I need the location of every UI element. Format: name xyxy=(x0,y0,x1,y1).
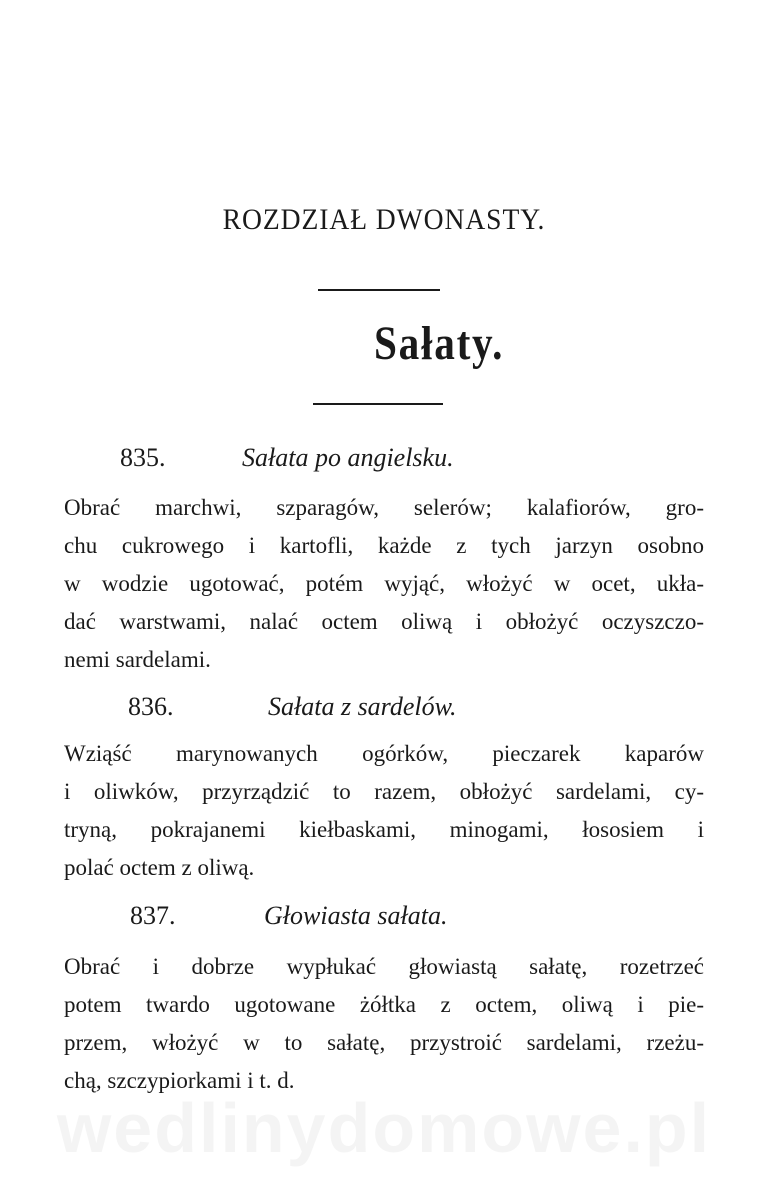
recipe-text xyxy=(64,735,704,887)
recipe-text xyxy=(64,948,704,1100)
text-line: polać octem z oliwą. xyxy=(64,855,255,880)
recipe-title: Sałata po angielsku. xyxy=(242,443,454,472)
text-line: potem twardo ugotowane żółtka z octem, oliwą i pie- xyxy=(64,992,704,1017)
recipe-number: 837. xyxy=(130,901,176,930)
watermark xyxy=(0,1088,768,1168)
text-line: Obrać marchwi, szparagów, selerów; kalafiorów, gro- xyxy=(64,495,704,520)
text-line: w wodzie ugotować, potém wyjąć, włożyć w ocet, ukła- xyxy=(64,571,704,596)
divider-top xyxy=(318,289,440,291)
recipe-title: Głowiasta sałata. xyxy=(264,901,448,930)
recipe-title: Sałata z sardelów. xyxy=(268,692,457,721)
recipe-number: 835. xyxy=(120,443,166,472)
section-title: Sałaty. xyxy=(374,317,505,370)
text-line: Wziąść marynowanych ogórków, pieczarek kaparów xyxy=(64,741,704,766)
text-line: nemi sardelami. xyxy=(64,647,211,672)
text-line: dać warstwami, nalać octem oliwą i obłożyć oczyszczo- xyxy=(64,609,704,634)
text-line: tryną, pokrajanemi kiełbaskami, minogami, łososiem i xyxy=(64,817,704,842)
text-line: i oliwków, przyrządzić to razem, obłożyć sardelami, cy- xyxy=(64,779,704,804)
text-line: chu cukrowego i kartofli, każde z tych jarzyn osobno xyxy=(64,533,704,558)
chapter-title: ROZDZIAŁ DWONASTY. xyxy=(222,203,546,236)
text-line: chą, szczypiorkami i t. d. xyxy=(64,1068,295,1093)
recipe-number: 836. xyxy=(128,692,174,721)
divider-bottom xyxy=(313,403,443,405)
text-line: przem, włożyć w to sałatę, przystroić sardelami, rzeżu- xyxy=(64,1030,704,1055)
text-line: Obrać i dobrze wypłukać głowiastą sałatę, rozetrzeć xyxy=(64,954,704,979)
recipe-text xyxy=(64,489,704,679)
